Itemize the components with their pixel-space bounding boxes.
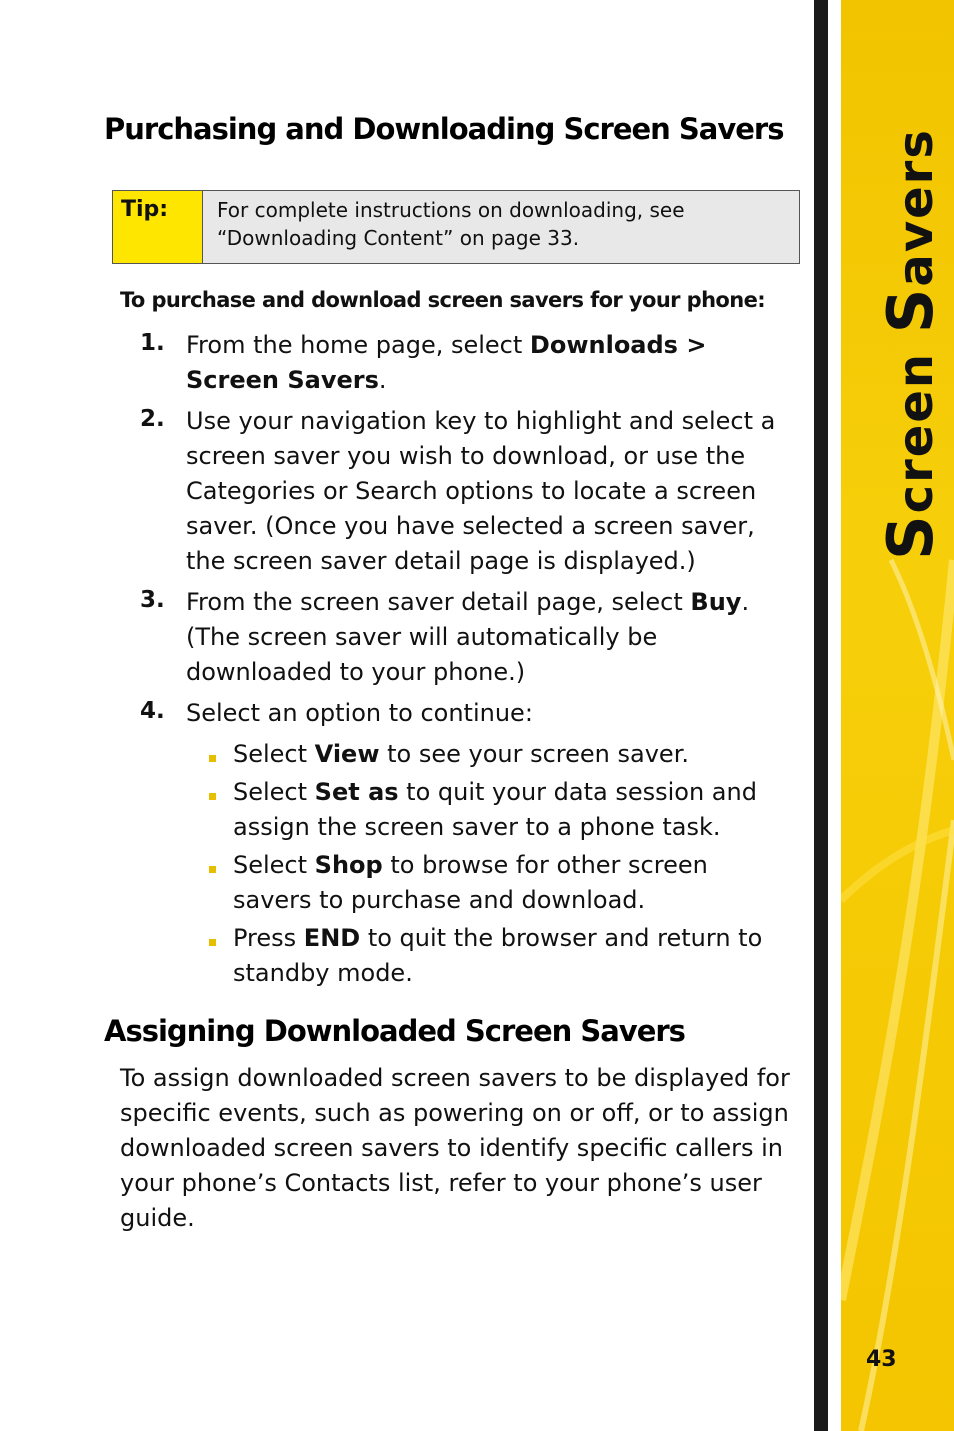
- tip-text: For complete instructions on downloading, see “Downloading Content” on page 33.: [203, 191, 799, 263]
- tip-label: Tip:: [113, 191, 203, 263]
- bullet-marker: [209, 866, 216, 873]
- step-number: 1.: [140, 330, 165, 356]
- step-text: Use your navigation key to highlight and select a screen saver you wish to download, or use the Categories or Search options to locate a screen saver. (Once you have selected a screen saver, the screen saver detail page is displayed.): [186, 407, 776, 575]
- sidebar-divider: [814, 0, 828, 1431]
- step-number: 3.: [140, 587, 165, 613]
- step-text: From the screen saver detail page, select Buy. (The screen saver will automatically be downloaded to your phone.): [186, 588, 750, 686]
- step-text: From the home page, select Downloads > Screen Savers.: [186, 331, 707, 394]
- assigning-paragraph: To assign downloaded screen savers to be displayed for specific events, such as powering on or off, or to assign downloaded screen savers to identify specific callers in your phone’s Contacts list, refer to your phone’s user guide.: [120, 1064, 790, 1232]
- bullet-marker: [209, 755, 216, 762]
- option-item: Select Shop to browse for other screen savers to purchase and download.: [233, 851, 708, 914]
- section-heading-purchasing: Purchasing and Downloading Screen Savers: [104, 112, 784, 146]
- bullet-marker: [209, 793, 216, 800]
- step-number: 4.: [140, 698, 165, 724]
- page-number: 43: [866, 1347, 897, 1372]
- sidebar-gap: [828, 0, 841, 1431]
- bullet-marker: [209, 939, 216, 946]
- option-item: Press END to quit the browser and return to standby mode.: [233, 924, 763, 987]
- chapter-title: Screen Savers: [874, 128, 947, 560]
- step-number: 2.: [140, 406, 165, 432]
- option-item: Select Set as to quit your data session and assign the screen saver to a phone task.: [233, 778, 757, 841]
- procedure-intro: To purchase and download screen savers for your phone:: [120, 288, 766, 312]
- option-item: Select View to see your screen saver.: [233, 740, 689, 768]
- tip-box: [112, 190, 800, 264]
- section-heading-assigning: Assigning Downloaded Screen Savers: [104, 1014, 685, 1048]
- step-text: Select an option to continue:: [186, 699, 533, 727]
